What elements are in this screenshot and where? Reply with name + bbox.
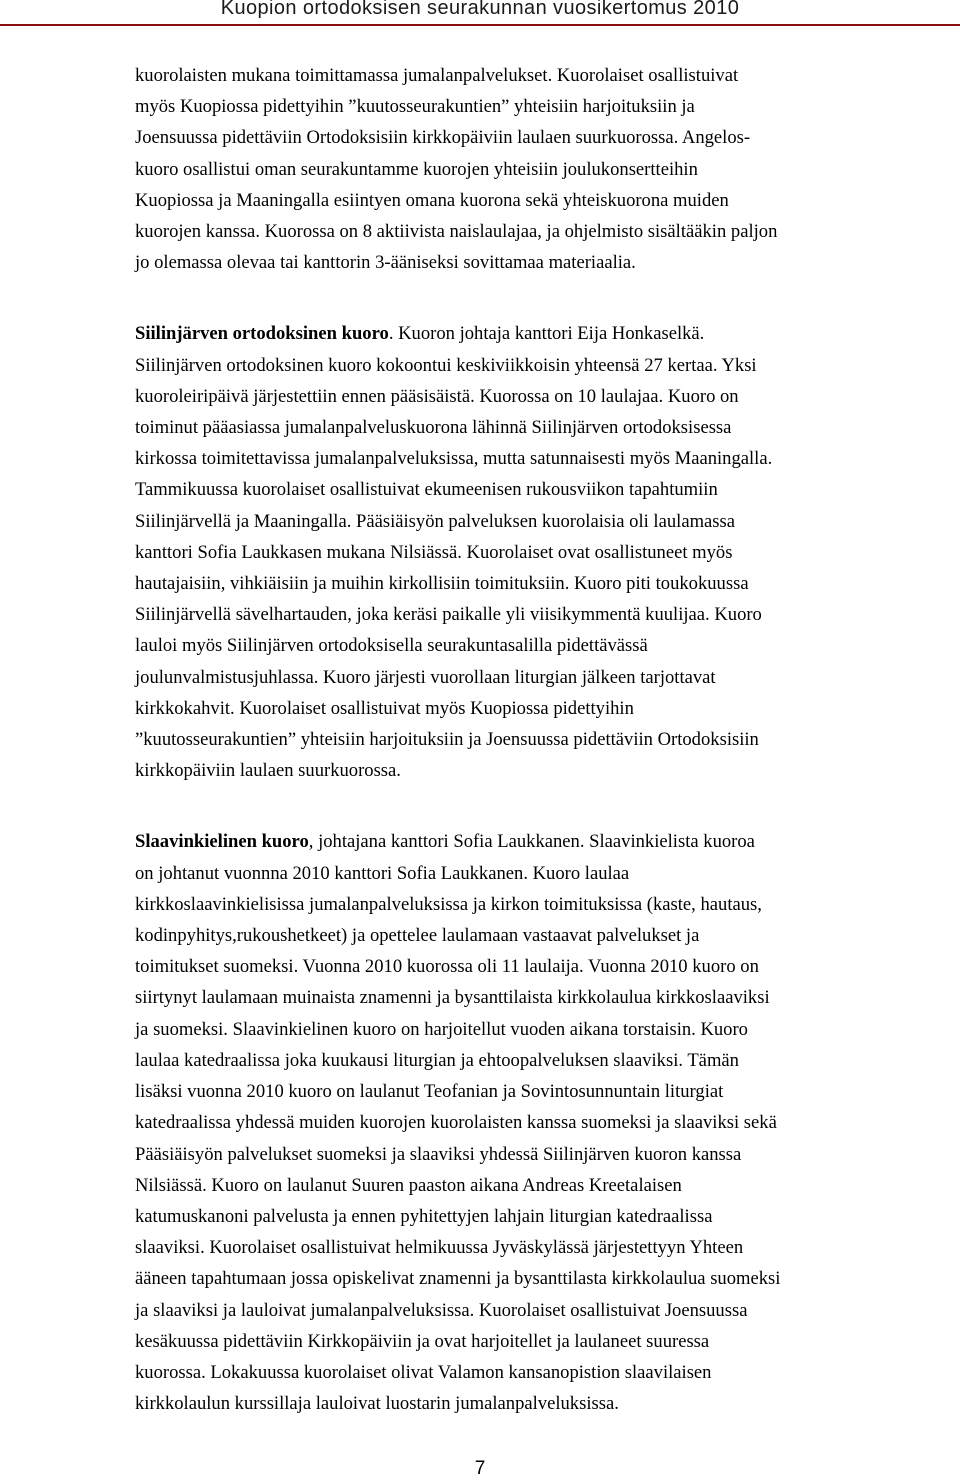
text-line: kirkkopäiviin laulaen suurkuorossa.	[135, 760, 401, 782]
text-line: ja suomeksi. Slaavinkielinen kuoro on harjoitellut vuoden aikana torstaisin. Kuoro	[135, 1018, 748, 1040]
text-line: myös Kuopiossa pidettyihin ”kuutosseurakuntien” yhteisiin harjoituksiin ja	[135, 96, 695, 118]
text-line: kodinpyhitys,rukoushetkeet) ja opettelee laulamaan vastaavat palvelukset ja	[135, 925, 700, 947]
text-line: kuoroleiripäivä järjestettiin ennen pääsisäistä. Kuorossa on 10 laulajaa. Kuoro on	[135, 385, 739, 407]
text-line: kuorossa. Lokakuussa kuorolaiset olivat Valamon kansanopistion slaavilaisen	[135, 1361, 712, 1383]
text-line: jo olemassa olevaa tai kanttorin 3-ääniseksi sovittamaa materiaalia.	[135, 252, 636, 274]
header-divider	[0, 24, 960, 26]
text-line: Siilinjärven ortodoksinen kuoro kokoontui keskiviikkoisin yhteensä 27 kertaa. Yksi	[135, 354, 757, 376]
slavonic-choir-paragraph	[135, 826, 955, 1419]
text-line: hautajaisiin, vihkiäisiin ja muihin kirkollisiin toimituksiin. Kuoro piti toukokuussa	[135, 573, 749, 595]
text-line: kirkkokahvit. Kuorolaiset osallistuivat myös Kuopiossa pidettyihin	[135, 697, 634, 719]
document-title: Kuopion ortodoksisen seurakunnan vuosikertomus 2010	[220, 0, 740, 19]
text-line: katumuskanoni palvelusta ja ennen pyhitettyjen lahjain liturgian katedraalissa	[135, 1205, 713, 1227]
text-line: joulunvalmistusjuhlassa. Kuoro järjesti vuorollaan liturgian jälkeen tarjottavat	[135, 666, 716, 688]
text-line: kirkossa toimitettavissa jumalanpalveluksissa, mutta satunnaisesti myös Maaningalla.	[135, 448, 773, 470]
text-line: kanttori Sofia Laukkasen mukana Nilsiässä. Kuorolaiset ovat osallistuneet myös	[135, 541, 733, 563]
text-line: toiminut pääasiassa jumalanpalveluskuorona lähinnä Siilinjärven ortodoksisessa	[135, 417, 732, 439]
angelos-choir-paragraph	[135, 60, 955, 278]
text-line: kuorojen kanssa. Kuorossa on 8 aktiivista naislaulajaa, ja ohjelmisto sisältääkin paljon	[135, 221, 778, 243]
text-line: Pääsiäisyön palvelukset suomeksi ja slaaviksi yhdessä Siilinjärven kuoron kanssa	[135, 1143, 742, 1165]
text-line: ääneen tapahtumaan jossa opiskelivat znamenni ja bysanttilasta kirkkolaulua suomeksi	[135, 1268, 781, 1290]
page-number: 7	[474, 1458, 486, 1479]
lead-text: , johtajana kanttori Sofia Laukkanen. Slaavinkielista kuoroa	[308, 831, 755, 853]
text-line: Joensuussa pidettäviin Ortodoksisiin kirkkopäiviin laulaen suurkuorossa. Angelos-	[135, 127, 751, 149]
text-line: kesäkuussa pidettäviin Kirkkopäiviin ja ovat harjoitellet ja laulaneet suuressa	[135, 1330, 710, 1352]
page-header	[0, 0, 960, 28]
text-line: Siilinjärvellä sävelhartauden, joka keräsi paikalle yli viisikymmentä kuulijaa. Kuoro	[135, 604, 762, 626]
text-line: kuorolaisten mukana toimittamassa jumalanpalvelukset. Kuorolaiset osallistuivat	[135, 65, 739, 86]
text-line: lisäksi vuonna 2010 kuoro on laulanut Teofanian ja Sovintosunnuntain liturgiat	[135, 1081, 724, 1103]
text-line: on johtanut vuonnna 2010 kanttori Sofia Laukkanen. Kuoro laulaa	[135, 862, 630, 884]
text-line: kuoro osallistui oman seurakuntamme kuorojen yhteisiin joulukonsertteihin	[135, 158, 698, 180]
text-line: katedraalissa yhdessä muiden kuorojen kuorolaisten kanssa suomeksi ja slaaviksi sekä	[135, 1112, 777, 1134]
text-line: Kuopiossa ja Maaningalla esiintyen omana kuorona sekä yhteiskuorona muiden	[135, 189, 729, 211]
text-line: kirkkoslaavinkielisissa jumalanpalveluksissa ja kirkon toimituksissa (kaste, hautaus,	[135, 893, 762, 915]
text-line: Siilinjärvellä ja Maaningalla. Pääsiäisyön palveluksen kuorolaisia oli laulamassa	[135, 510, 736, 532]
text-line: slaaviksi. Kuorolaiset osallistuivat helmikuussa Jyväskylässä järjestettyyn Yhteen	[135, 1237, 744, 1259]
slavonic-choir-heading: Slaavinkielinen kuoro	[135, 831, 309, 853]
lead-text: . Kuoron johtaja kanttori Eija Honkaselkä.	[388, 323, 705, 345]
text-line: Nilsiässä. Kuoro on laulanut Suuren paaston aikana Andreas Kreetalaisen	[135, 1174, 682, 1196]
text-line: siirtynyt laulamaan muinaista znamenni ja bysanttilaista kirkkolaulua kirkkoslaaviksi	[135, 987, 770, 1009]
paragraph-lead-line	[135, 826, 955, 857]
text-line: laulaa katedraalissa joka kuukausi liturgian ja ehtoopalveluksen slaaviksi. Tämän	[135, 1049, 739, 1071]
document-body	[135, 60, 955, 1419]
paragraph-lead-line	[135, 318, 955, 349]
siilinjarvi-choir-paragraph	[135, 318, 955, 786]
paragraph-gap	[135, 278, 955, 318]
text-line: toimitukset suomeksi. Vuonna 2010 kuorossa oli 11 laulaija. Vuonna 2010 kuoro on	[135, 956, 759, 978]
text-line: lauloi myös Siilinjärven ortodoksisella seurakuntasalilla pidettävässä	[135, 635, 648, 657]
text-line: ”kuutosseurakuntien” yhteisiin harjoituksiin ja Joensuussa pidettäviin Ortodoksisiin	[135, 729, 759, 751]
text-line: ja slaaviksi ja lauloivat jumalanpalveluksissa. Kuorolaiset osallistuivat Joensuussa	[135, 1299, 748, 1321]
paragraph-gap	[135, 786, 955, 826]
siilinjarvi-choir-heading: Siilinjärven ortodoksinen kuoro	[135, 323, 389, 345]
text-line: kirkkolaulun kurssillaja lauloivat luostarin jumalanpalveluksissa.	[135, 1393, 619, 1415]
text-line: Tammikuussa kuorolaiset osallistuivat ekumeenisen rukousviikon tapahtumiin	[135, 479, 718, 501]
